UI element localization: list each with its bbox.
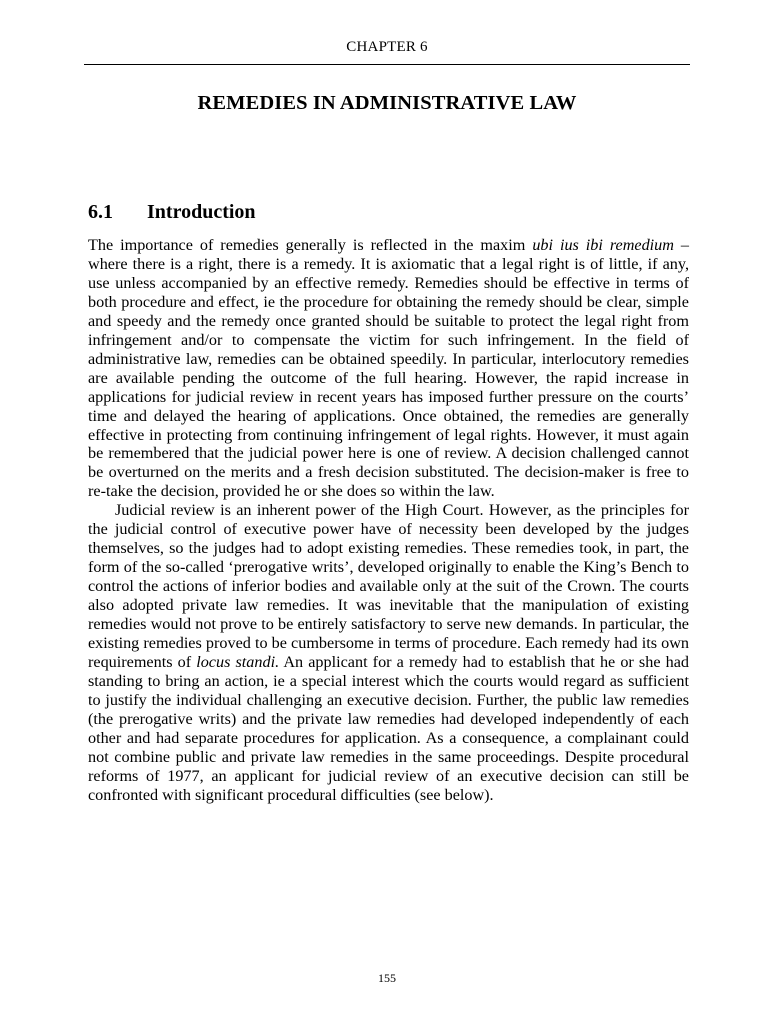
text-run: The importance of remedies generally is reflected in the maxim <box>88 236 533 254</box>
italic-text: ubi ius ibi remedium <box>532 236 674 254</box>
running-head: CHAPTER 6 <box>346 39 428 55</box>
text-run: Judicial review is an inherent power of the High Court. However, as the principles for the judicial control of executive power have of necessity been developed by the judges themselves, so the judges had to adopt existing remedies. These remedies took, in part, the form of the so-called ‘prerogative writs’, developed originally to enable the King’s Bench to control the actions of inferior bodies and available only at the suit of the Crown. The courts also adopted private law remedies. It was inevitable that the manipulation of existing remedies would not prove to be entirely satisfactory to serve new demands. In particular, the existing remedies proved to be cumbersome in terms of procedure. Each remedy had its own requirements of <box>88 501 689 671</box>
section-title: Introduction <box>147 201 256 223</box>
paragraph <box>88 501 689 804</box>
page-number: 155 <box>378 971 396 985</box>
body-text <box>88 236 689 805</box>
header-rule <box>84 64 690 65</box>
text-run: An applicant for a remedy had to establish that he or she had standing to bring an action, ie a special interest which the courts would regard as sufficient to justify the individual challenging an executive decision. Further, the public law remedies (the prerogative writs) and the private law remedies had developed independently of each other and had separate procedures for application. As a consequence, a complainant could not combine public and private law remedies in the same proceedings. Despite procedural reforms of 1977, an applicant for judicial review of an executive decision can still be confronted with significant procedural difficulties (see below). <box>88 652 689 804</box>
text-run: – where there is a right, there is a remedy. It is axiomatic that a legal right is of little, if any, use unless accompanied by an effective remedy. Remedies should be effective in terms of both procedure and effect, ie the procedure for obtaining the remedy should be clear, simple and speedy and the remedy once granted should be suitable to protect the legal right from infringement and/or to compensate the victim for such infringement. In the field of administrative law, remedies can be obtained speedily. In particular, interlocutory remedies are available pending the outcome of the full hearing. However, the rapid increase in applications for judicial review in recent years has imposed further pressure on the courts’ time and delayed the hearing of applications. Once obtained, the remedies are generally effective in protecting from continuing infringement of legal rights. However, it must again be remembered that the judicial power here is one of review. A decision challenged cannot be overturned on the merits and a fresh decision substituted. The decision-maker is free to re-take the decision, provided he or she does so within the law. <box>88 236 689 501</box>
section-number: 6.1 <box>88 201 113 223</box>
section-heading <box>88 201 256 224</box>
paragraph <box>88 236 689 501</box>
italic-text: locus standi. <box>196 652 280 671</box>
chapter-title: REMEDIES IN ADMINISTRATIVE LAW <box>197 92 577 114</box>
